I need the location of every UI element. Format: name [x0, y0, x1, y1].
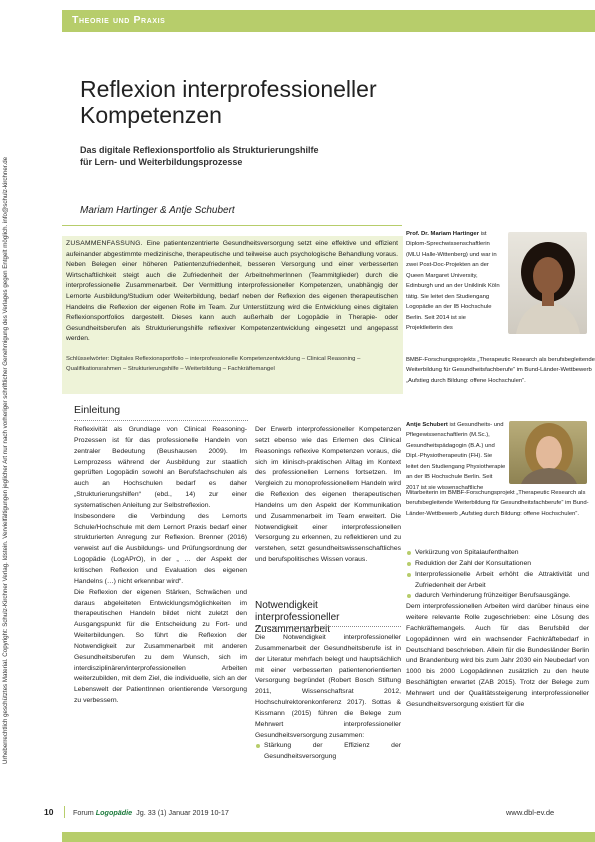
abstract-label: ZUSAMMENFASSUNG. [66, 240, 143, 247]
bio-name: Prof. Dr. Mariam Hartinger [406, 231, 479, 237]
article-title [80, 76, 440, 128]
column-1 [74, 425, 247, 707]
paragraph: Die Reflexion der eigenen Stärken, Schwächen und daraus abgeleiteten Entwicklungsmöglichkeiten im therapeutischen Handeln bildet nicht zuletzt den Ausgangspunkt für die Entscheidung zu Fort- und Weiterbildungen. So führt die Reflexion der Notwendigkeit zur Zusammenarbeit mit anderen Gesundheitsberufen zu dem Wunsch, sich im interdisziplinären/interprofessionellen Arbeiten weiterzubilden, mit dem Ziel, die individuelle, sich an der Lebenswelt der PatientInnen orientierende Versorgung zu verbessern. [74, 588, 247, 705]
copyright-sidebar [2, 80, 20, 840]
column-2 [255, 425, 401, 566]
page-number: 10 [44, 807, 54, 817]
paragraph: Die Notwendigkeit interprofessioneller Zusammenarbeit der Gesundheitsberufe ist in der Literatur mehrfach belegt und hauptsächlich mit einer verbesserten patientenorientierten Versorgung begründet (Robert Bosch Stiftung 2011, Wissenschaftsrat 2012, Hochschulrektorenkonferenz 2017). Sottas & Kissmann (2015) führen die Belege zum Mehrwert interprofessioneller Gesundheitsversorgung zusammen: [255, 634, 401, 739]
paragraph: Insbesondere die Verbindung des Lernorts Schule/Hochschule mit dem Lernort Praxis bedarf einer strukturierten Anregung zur Reflexion. Brenner (2016) verweist auf die Ausbildungs- und Prüfungsordnung der Logopädie (LogAPrO), in der „ … der Aspekt der kritischen Reflexion und Evaluation des eigenen Handelns (…) nicht erkennbar wird“. [74, 512, 247, 585]
section-label: Theorie und Praxis [72, 14, 166, 26]
bio-text: ist Diplom-Sprechwissenschaftlerin (MLU Halle-Wittenberg) und war in zwei Post-Doc-Projekten an der Queen Margaret University, Edinburgh und an der Uniklinik Köln tätig. Sie leitet den Studiengang Logopädie an der IB Hochschule Berlin. Seit 2014 ist sie Projektleiterin des [406, 231, 500, 332]
journal-info [73, 808, 229, 817]
author-bio-schubert-cont: Mitarbeiterin im BMBF-Forschungsprojekt „Therapeutic Research als berufsbegleitende Weiterbildung für Gesundheitsfachberufe“ im Bund-Länder-Wettbewerb „Aufstieg durch Bildung: offene Hochschulen“. [406, 490, 589, 517]
journal-logo: Logopädie [95, 808, 133, 817]
heading-einleitung: Einleitung [74, 404, 121, 416]
column-3 [406, 548, 589, 711]
heading-rule [74, 420, 248, 421]
list-item: Reduktion der Zahl der Konsultationen [406, 559, 589, 570]
abstract-body: Eine patientenzentrierte Gesundheitsversorgung setzt eine effektive und effizient aufeinander abgestimmte medizinische, therapeutische und teilweise auch psychologische Behandlung voraus. Neben Belegen einer höheren Patientenzufriedenheit, besseren Versorgung und einer verbesserten Wirtschaftlichkeit steigt auch die Zufriedenheit der ArbeitnehmerInnen (Teammitglieder) durch die interprofessionelle Zusammenarbeit. Der Vermittlung interprofessioneller Kompetenzen, unabhängig der Lernorte Ausbildung/Studium oder Weiterbildung, bedarf neben der Reflexion des eigenen therapeutischen Handelns die Reflexion der eigenen Rolle im Team. Zur Unterstützung wird die Entwicklung eines digitalen Reflexionsportfolios dargestellt. Dieses kann auch außerhalb der Logopädie in Therapie- oder Gesundheitsberufen als Strukturierungshilfe reflexiver Kompetenzentwicklung eingesetzt und angepasst werden. [66, 240, 398, 343]
author-bio-hartinger [406, 229, 501, 334]
heading-notwendigkeit: Notwendigkeit interprofessioneller Zusammenarbeit [255, 600, 340, 635]
author-bio-hartinger-cont: BMBF-Forschungsprojekts „Therapeutic Research als berufsbegleitende Weiterbildung für Gesundheitsfachberufe“ im Bund-Länder-Wettbewerb „Aufstieg durch Bildung: offene Hochschulen“. [406, 357, 595, 384]
author-photo-hartinger [508, 232, 587, 334]
subtitle-line-2: für Lern- und Weiterbildungsprozesse [80, 157, 243, 167]
copyright-notice: Urheberrechtlich geschütztes Material. Copyright: Schulz-Kirchner Verlag. Idstein. Vervielfältigungen jeglicher Art nur nach vorheriger schriftlicher Genehmigung des Verlages gegen Entgelt möglich. info@schulz-kirchner.de [2, 156, 9, 764]
subtitle-line-1: Das digitale Reflexionsportfolio als Strukturierungshilfe [80, 145, 319, 155]
issue-info: Jg. 33 (1) Januar 2019 10-17 [136, 808, 229, 817]
title-line-1: Reflexion interprofessioneller [80, 76, 377, 102]
footer-separator [64, 806, 65, 818]
bio-text: ist Gesundheits- und Pflegewissenschaftlerin (M.Sc.), Gesundheitspädagogin (B.A.) und Dipl.-Physiotherapeutin (FH). Sie leitet den Studiengang Physiotherapie an der IB Hochschule Berlin. Seit 2017 ist sie wissenschaftliche [406, 422, 506, 491]
author-bio-schubert [406, 420, 506, 493]
abstract-text [66, 239, 398, 345]
portrait-image [508, 232, 587, 334]
paragraph: Reflexivität als Grundlage von Clinical Reasoning-Prozessen ist für das professionelle Handeln von zentraler Bedeutung (Beushausen 2009). Im Lernprozess während der Ausbildung zur staatlich geprüften Logopädin sowohl an Berufsfachschulen als auch an Hochschulen bedarf es daher „Strukturierungshilfen“ (ebd., 14) zur einer systematischen Anleitung zur Selbstreflexion. [74, 426, 247, 509]
article-subtitle [80, 144, 410, 168]
footer-url: www.dbl-ev.de [506, 808, 555, 817]
article-authors: Mariam Hartinger & Antje Schubert [80, 205, 235, 216]
heading-rule [255, 626, 401, 627]
list-item: Verkürzung von Spitalaufenthalten [406, 548, 589, 559]
author-photo-schubert [509, 421, 587, 484]
keywords: Schlüsselwörter: Digitales Reflexionsportfolio – interprofessionelle Kompetenzentwicklung – Clinical Reasoning – Qualifikationsrahmen – Strukturierungshilfe – Weiterbildung – Fachkräftemangel [66, 356, 361, 372]
paragraph: Dem interprofessionellen Arbeiten wird darüber hinaus eine weitere relevante Rolle zugeschrieben: eine Lösung des Fachkräftemangels. Auch für das Berufsbild der Logopädinnen wird ein wachsender Fachkräftebedarf in Deutschland beschrieben. Allein für die Bundesländer Berlin und Brandenburg wird bis zum Jahr 2030 ein Neubedarf von 1000 bis 2000 Logopädinnen zusätzlich zu den heute Beschäftigten erwartet (ZAB 2015). Trotz der Belege zum Mehrwert und der Qualitätssteigerung interprofessioneller Gesundheitsversorgung existiert für die [406, 603, 589, 708]
title-line-2: Kompetenzen [80, 102, 222, 128]
list-item: dadurch Verhinderung frühzeitiger Berufsausgänge. [406, 591, 589, 602]
paragraph: Der Erwerb interprofessioneller Kompetenzen setzt ebenso wie das Erlernen des Clinical Reasonings reflexive Kompetenzen voraus, die sich im klinisch-praktischen Alltag im Kontext des professionellen Lernens fortsetzen. Im Vergleich zu monoprofessionellem Handeln wird die Reflexion des eigenen therapeutischen Handelns um den Aspekt der Kommunikation und Zusammenarbeit im Team erweitert. Die Notwendigkeit einer interprofessionellen Versorgung zu erkennen, zu reflektieren und zu verstehen, setzt gesundheitswissenschaftliches und berufspolitisches Wissen voraus. [255, 426, 401, 564]
bio-name: Antje Schubert [406, 422, 448, 428]
list-item: Interprofessionelle Arbeit erhöht die Attraktivität und Zufriedenheit der Arbeit [406, 570, 589, 592]
column-2-lower [255, 633, 401, 763]
portrait-image [509, 421, 587, 484]
journal-name: Forum [73, 808, 94, 817]
title-rule [62, 225, 402, 226]
list-item: Stärkung der Effizienz der Gesundheitsversorgung [255, 741, 401, 763]
bottom-band [62, 832, 595, 842]
